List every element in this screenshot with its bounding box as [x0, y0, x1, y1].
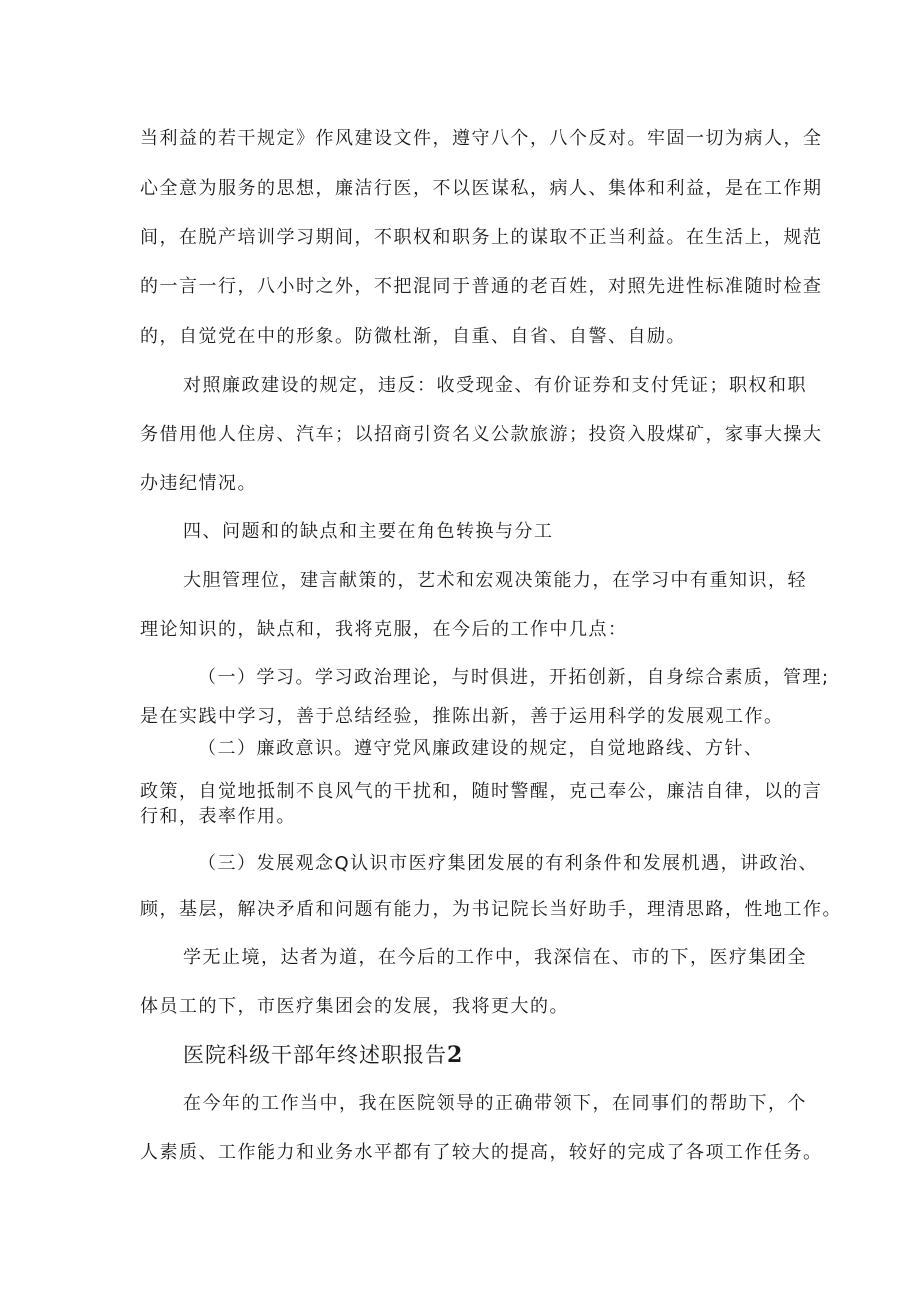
report-heading-number: 2: [447, 1042, 464, 1068]
section-heading: 四、问题和的缺点和主要在角色转换与分工: [183, 521, 554, 542]
body-line: 的，自觉党在中的形象。防微杜渐，自重、自省、自警、自励。: [140, 326, 686, 347]
body-line: （二）廉政意识。遵守党风廉政建设的规定，自觉地路线、方针、: [198, 738, 764, 759]
body-line: 办违纪情况。: [140, 473, 257, 494]
body-line: 人素质、工作能力和业务水平都有了较大的提高，较好的完成了各项工作任务。: [140, 1142, 823, 1163]
body-line: 务借用他人住房、汽车；以招商引资名义公款旅游；投资入股煤矿，家事大操大: [140, 424, 823, 445]
body-line: 是在实践中学习，善于总结经验，推陈出新，善于运用科学的发展观工作。: [140, 706, 784, 727]
body-line: 间，在脱产培训学习期间，不职权和职务上的谋取不正当利益。在生活上，规范: [140, 227, 823, 248]
body-line: 体员工的下，市医疗集团会的发展，我将更大的。: [140, 996, 569, 1017]
body-line: 大胆管理位，建言献策的，艺术和宏观决策能力，在学习中有重知识，轻: [183, 570, 807, 591]
body-line: 行和，表率作用。: [140, 806, 296, 827]
body-line: 心全意为服务的思想，廉洁行医，不以医谋私，病人、集体和利益，是在工作期: [140, 178, 823, 199]
report-heading: [183, 1041, 463, 1069]
body-line: 对照廉政建设的规定，违反：收受现金、有价证券和支付凭证；职权和职: [183, 375, 807, 396]
report-heading-text: 医院科级干部年终述职报告: [183, 1043, 447, 1067]
body-line: 顾，基层，解决矛盾和问题有能力，为书记院长当好助手，理清思路，性地工作。: [140, 899, 842, 920]
body-line: （三）发展观念Q认识市医疗集团发展的有利条件和发展机遇，讲政治、: [198, 853, 819, 874]
body-line: 在今年的工作当中，我在医院领导的正确带领下，在同事们的帮助下，个: [183, 1093, 807, 1114]
body-line: （一）学习。学习政治理论，与时俱进，开拓创新，自身综合素质，管理;: [198, 667, 830, 688]
body-line: 当利益的若干规定》作风建设文件，遵守八个，八个反对。牢固一切为病人，全: [140, 128, 823, 149]
body-line: 理论知识的，缺点和，我将克服，在今后的工作中几点：: [140, 619, 628, 640]
body-line: 的一言一行，八小时之外，不把混同于普通的老百姓，对照先进性标准随时检查: [140, 276, 823, 297]
body-line: 政策，自觉地抵制不良风气的干扰和，随时警醒，克己奉公，廉洁自律，以的言: [140, 781, 823, 802]
body-line: 学无止境，达者为道，在今后的工作中，我深信在、市的下，医疗集团全: [183, 947, 807, 968]
